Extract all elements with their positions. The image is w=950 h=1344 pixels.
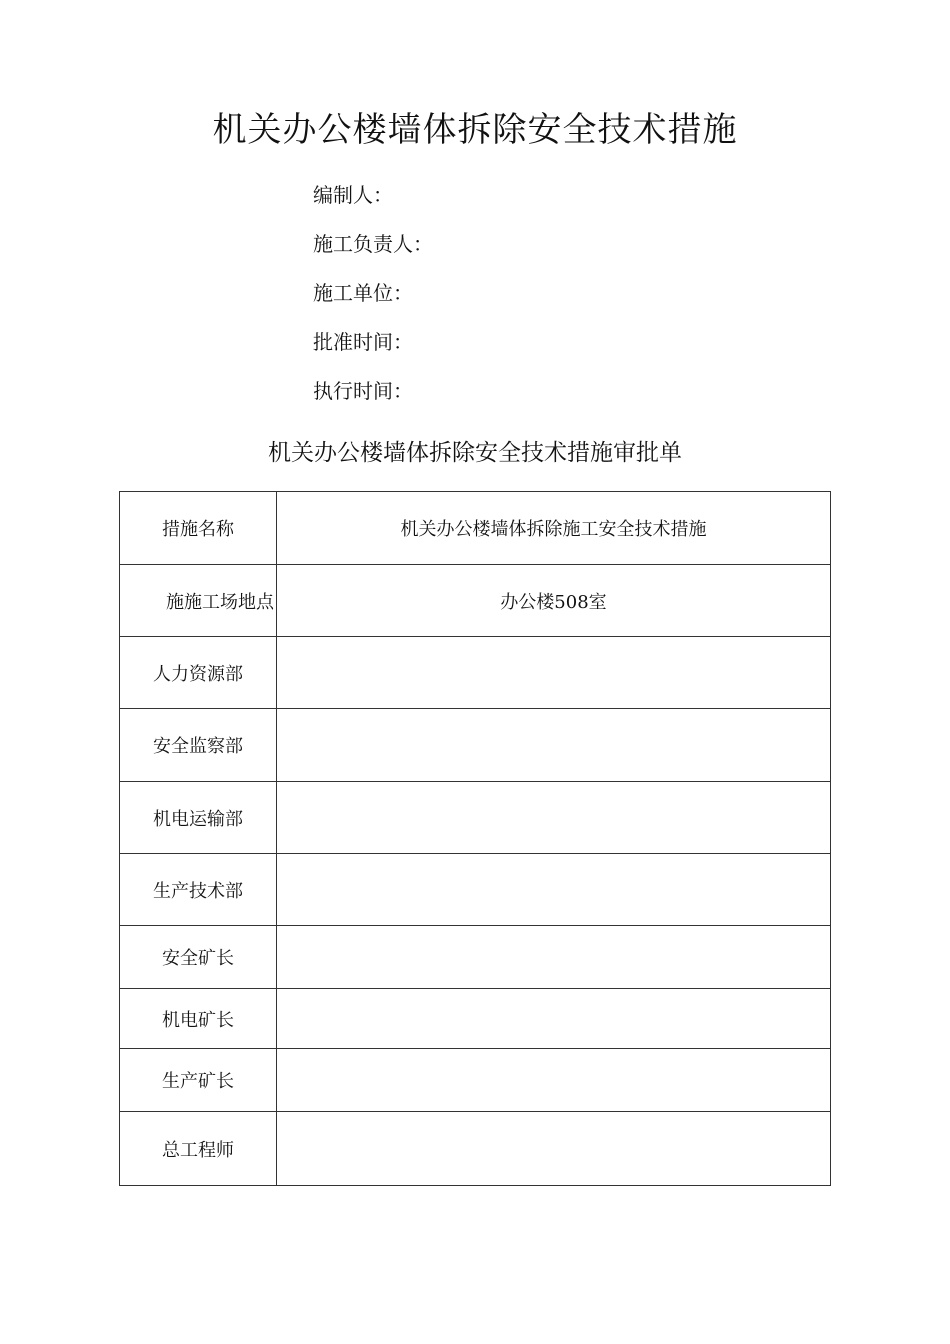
document-title: 机关办公楼墙体拆除安全技术措施 [212, 110, 738, 150]
table-row [120, 1049, 831, 1112]
row-value [277, 709, 831, 782]
row-label: 人力资源部 [120, 637, 277, 709]
row-label: 总工程师 [120, 1112, 277, 1186]
table-row [120, 492, 831, 565]
approval-form-title: 机关办公楼墙体拆除安全技术措施审批单 [268, 440, 682, 466]
table-row [120, 565, 831, 637]
table-row [120, 854, 831, 926]
row-label: 生产技术部 [120, 854, 277, 926]
row-value [277, 1049, 831, 1112]
meta-approval-time: 批准时间： [313, 330, 413, 354]
row-label: 生产矿长 [120, 1049, 277, 1112]
row-label [120, 565, 277, 637]
table-row [120, 1112, 831, 1186]
row-value: 办公楼508室 [277, 565, 831, 637]
row-label: 机电运输部 [120, 782, 277, 854]
meta-block [313, 178, 433, 423]
meta-construction-unit: 施工单位： [313, 281, 413, 305]
row-value [277, 854, 831, 926]
meta-author: 编制人： [313, 183, 393, 207]
meta-execution-time: 执行时间： [313, 379, 413, 403]
table-row [120, 709, 831, 782]
row-value [277, 1112, 831, 1186]
meta-construction-leader: 施工负责人： [313, 232, 433, 256]
row-label: 机电矿长 [120, 989, 277, 1049]
table-row [120, 782, 831, 854]
row-value [277, 782, 831, 854]
table-row [120, 989, 831, 1049]
table-row [120, 926, 831, 989]
row-value: 机关办公楼墙体拆除施工安全技术措施 [277, 492, 831, 565]
row-label: 措施名称 [120, 492, 277, 565]
row-value [277, 637, 831, 709]
row-label: 安全监察部 [120, 709, 277, 782]
table-row [120, 637, 831, 709]
row-label-text: 施施工场地点 [166, 591, 274, 613]
row-label: 安全矿长 [120, 926, 277, 989]
row-value [277, 989, 831, 1049]
approval-table [119, 491, 831, 1186]
row-value [277, 926, 831, 989]
